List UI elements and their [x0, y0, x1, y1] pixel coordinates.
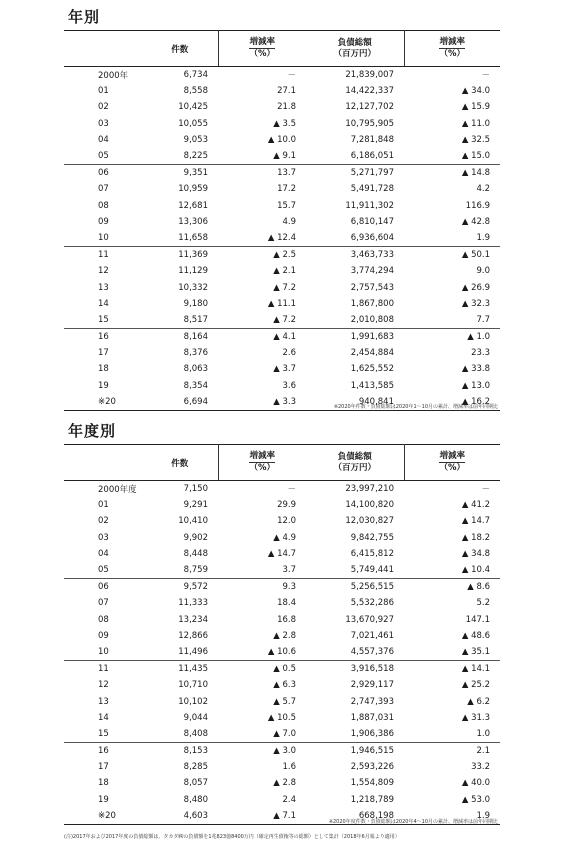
debt-rate-cell: ▲ 16.2	[404, 394, 500, 411]
table-row	[64, 644, 500, 661]
table-row	[64, 148, 500, 165]
row-label: 12	[98, 266, 109, 277]
annual-header-debt-rate: 増減率 （%）	[404, 31, 500, 67]
annual-footnote: ※2020年件数・負債総額は2020年1～10月の累計、増減率は前年同期比	[333, 404, 498, 410]
debt-rate-cell: ▲ 6.2	[467, 696, 490, 707]
table-row	[64, 198, 500, 214]
debt-rate-cell: 1.0	[404, 726, 500, 743]
debt-cell: 5,749,441	[306, 562, 404, 579]
debt-rate-cell: ▲ 42.8	[461, 216, 490, 227]
count-cell: 8,517	[142, 312, 218, 329]
fiscal-table	[64, 444, 500, 825]
table-row	[64, 296, 500, 312]
debt-rate-cell: ▲ 14.7	[461, 516, 490, 527]
row-label: 15	[64, 726, 142, 743]
debt-rate-cell: ▲ 35.1	[404, 644, 500, 661]
count-rate-cell: ▲ 2.8	[273, 778, 296, 789]
count-rate-cell: 13.7	[277, 168, 296, 179]
debt-cell: 1,906,386	[306, 726, 404, 743]
debt-cell: 11,911,302	[345, 200, 394, 211]
annual-table-body	[64, 67, 500, 411]
debt-cell: 1,625,552	[350, 364, 394, 375]
debt-cell: 1,991,683	[350, 332, 394, 343]
row-label: 17	[98, 762, 109, 773]
debt-rate-cell: 2.1	[476, 746, 490, 757]
debt-cell: 10,795,905	[345, 118, 394, 129]
count-rate-cell: ▲ 3.3	[218, 394, 306, 411]
count-cell: 8,448	[183, 548, 208, 559]
table-row	[64, 530, 500, 546]
count-rate-cell: －	[287, 71, 296, 82]
count-rate-cell: ▲ 11.1	[267, 298, 296, 309]
debt-rate-cell: ▲ 14.1	[461, 664, 490, 675]
debt-cell: 7,021,461	[350, 630, 394, 641]
count-cell: 10,332	[178, 282, 208, 293]
fiscal-header-count-rate: 増減率 （%）	[218, 445, 306, 481]
debt-rate-cell: ▲ 8.6	[467, 582, 490, 593]
count-rate-cell: 2.4	[282, 794, 296, 805]
debt-rate-cell: 5.2	[476, 598, 490, 609]
count-cell: 8,759	[142, 562, 218, 579]
table-row	[64, 345, 500, 361]
fiscal-header-debt-rate: 増減率 （%）	[404, 445, 500, 481]
count-rate-cell: ▲ 10.5	[267, 712, 296, 723]
count-cell: 9,180	[183, 298, 208, 309]
count-cell: 8,285	[183, 762, 208, 773]
table-row	[64, 759, 500, 775]
debt-rate-cell: 147.1	[465, 614, 490, 625]
table-row	[64, 214, 500, 230]
count-rate-cell: ▲ 14.7	[267, 548, 296, 559]
table-row	[64, 378, 500, 394]
count-rate-cell: 12.0	[277, 516, 296, 527]
debt-rate-cell: 116.9	[465, 200, 490, 211]
count-rate-cell: ▲ 9.1	[218, 148, 306, 165]
debt-rate-cell: ▲ 32.3	[461, 298, 490, 309]
count-rate-cell: 27.1	[277, 86, 296, 97]
count-cell: 8,225	[142, 148, 218, 165]
row-label: 04	[98, 134, 109, 145]
debt-rate-cell: 1.9	[404, 808, 500, 825]
row-label: 18	[98, 778, 109, 789]
debt-cell: 12,030,827	[345, 516, 394, 527]
count-rate-cell: 3.6	[282, 380, 296, 391]
count-rate-cell: ▲ 3.7	[273, 364, 296, 375]
count-rate-cell: ▲ 10.6	[218, 644, 306, 661]
row-label: 07	[98, 184, 109, 195]
count-rate-cell: 9.3	[282, 582, 296, 593]
row-label: 19	[98, 380, 109, 391]
debt-rate-cell: 4.2	[476, 184, 490, 195]
row-label: 10	[64, 230, 142, 247]
count-cell: 8,558	[183, 86, 208, 97]
debt-rate-cell: ▲ 25.2	[461, 680, 490, 691]
debt-cell: 12,127,702	[345, 102, 394, 113]
row-label: ※20	[64, 394, 142, 411]
row-label: 08	[98, 200, 109, 211]
fiscal-section-title: 年度別	[68, 422, 117, 440]
count-cell: 8,057	[183, 778, 208, 789]
debt-cell: 2,757,543	[350, 282, 394, 293]
debt-rate-cell: ▲ 41.2	[461, 500, 490, 511]
row-label: 04	[98, 548, 109, 559]
debt-cell: 14,422,337	[345, 86, 394, 97]
debt-cell: 5,532,286	[350, 598, 394, 609]
row-label: 02	[98, 102, 109, 113]
debt-rate-cell: ▲ 31.3	[461, 712, 490, 723]
table-row	[64, 99, 500, 115]
debt-cell: 940,841	[306, 394, 404, 411]
table-row	[64, 67, 500, 84]
count-cell: 9,044	[183, 712, 208, 723]
count-cell: 11,435	[178, 664, 208, 675]
annual-header-count-rate: 増減率 （%）	[218, 31, 306, 67]
count-rate-cell: 2.6	[282, 348, 296, 359]
fiscal-header-year	[64, 445, 142, 481]
count-cell: 7,150	[183, 484, 208, 495]
debt-rate-cell: ▲ 50.1	[461, 250, 490, 261]
count-cell: 8,376	[183, 348, 208, 359]
fiscal-footnote: ※2020年度件数・負債総額は2020年4～10月の累計、増減率は前年同期比	[328, 819, 498, 825]
table-row	[64, 693, 500, 709]
count-rate-cell: ▲ 7.0	[218, 726, 306, 743]
count-rate-cell: ▲ 7.1	[218, 808, 306, 825]
table-row	[64, 132, 500, 148]
debt-cell: 1,867,800	[350, 298, 394, 309]
count-cell: 8,408	[142, 726, 218, 743]
count-rate-cell: 3.7	[218, 562, 306, 579]
table-row	[64, 361, 500, 377]
debt-rate-cell: 33.2	[471, 762, 490, 773]
table-row	[64, 279, 500, 295]
row-label: 08	[98, 614, 109, 625]
debt-cell: 7,281,848	[350, 134, 394, 145]
table-row	[64, 165, 500, 182]
count-rate-cell: ▲ 10.0	[267, 134, 296, 145]
debt-rate-cell: －	[481, 71, 490, 82]
count-cell: 12,681	[178, 200, 208, 211]
table-row	[64, 792, 500, 808]
table-row	[64, 312, 500, 329]
table-row	[64, 743, 500, 760]
table-row	[64, 546, 500, 562]
count-cell: 11,333	[178, 598, 208, 609]
table-row	[64, 247, 500, 264]
row-label: 01	[98, 500, 109, 511]
debt-cell: 1,218,789	[350, 794, 394, 805]
debt-cell: 1,946,515	[350, 746, 394, 757]
annual-table	[64, 30, 500, 411]
count-cell: 10,425	[178, 102, 208, 113]
annual-header-count: 件数	[142, 31, 218, 67]
count-rate-cell: ▲ 5.7	[273, 696, 296, 707]
row-label: 16	[98, 746, 109, 757]
fiscal-table-body	[64, 481, 500, 825]
count-cell: 6,694	[142, 394, 218, 411]
count-cell: 12,866	[178, 630, 208, 641]
count-rate-cell: ▲ 2.8	[273, 630, 296, 641]
count-cell: 8,354	[183, 380, 208, 391]
table-row	[64, 775, 500, 791]
row-label: 09	[98, 216, 109, 227]
count-rate-cell: 17.2	[277, 184, 296, 195]
debt-rate-cell: 9.0	[476, 266, 490, 277]
debt-rate-cell: ▲ 32.5	[461, 134, 490, 145]
row-label: 12	[98, 680, 109, 691]
debt-rate-cell: ▲ 1.0	[467, 332, 490, 343]
debt-rate-cell: ▲ 34.0	[461, 86, 490, 97]
count-cell: 11,369	[178, 250, 208, 261]
debt-cell: 2,010,808	[306, 312, 404, 329]
debt-cell: 5,256,515	[350, 582, 394, 593]
debt-rate-cell: ▲ 14.8	[461, 168, 490, 179]
count-cell: 10,055	[178, 118, 208, 129]
row-label: 13	[98, 282, 109, 293]
debt-rate-cell: ▲ 34.8	[461, 548, 490, 559]
row-label: 2000年度	[98, 485, 137, 496]
debt-cell: 668,198	[306, 808, 404, 825]
count-cell: 9,053	[183, 134, 208, 145]
row-label: 02	[98, 516, 109, 527]
debt-cell: 5,491,728	[350, 184, 394, 195]
row-label: 2000年	[98, 71, 129, 82]
annual-header-year	[64, 31, 142, 67]
count-rate-cell: ▲ 0.5	[273, 664, 296, 675]
count-cell: 13,306	[178, 216, 208, 227]
row-label: 03	[98, 118, 109, 129]
row-label: 06	[98, 168, 109, 179]
debt-rate-cell: ▲ 15.9	[461, 102, 490, 113]
count-rate-cell: －	[287, 485, 296, 496]
debt-cell: 14,100,820	[345, 500, 394, 511]
count-cell: 10,710	[178, 680, 208, 691]
table-row	[64, 329, 500, 346]
table-row	[64, 263, 500, 279]
row-label: ※20	[64, 808, 142, 825]
count-cell: 6,734	[183, 70, 208, 81]
debt-rate-cell: ▲ 26.9	[461, 282, 490, 293]
debt-rate-cell: ▲ 10.4	[404, 562, 500, 579]
fiscal-header-count: 件数	[142, 445, 218, 481]
count-rate-cell: 18.4	[277, 598, 296, 609]
count-rate-cell: ▲ 3.5	[273, 118, 296, 129]
table-row	[64, 612, 500, 628]
table-row	[64, 497, 500, 513]
row-label: 06	[98, 582, 109, 593]
row-label: 03	[98, 532, 109, 543]
debt-cell: 23,997,210	[345, 484, 394, 495]
row-label: 10	[64, 644, 142, 661]
debt-cell: 2,929,117	[350, 680, 394, 691]
count-rate-cell: ▲ 4.1	[273, 332, 296, 343]
debt-cell: 6,415,812	[350, 548, 394, 559]
table-row	[64, 628, 500, 644]
debt-rate-cell: －	[481, 485, 490, 496]
row-label: 01	[98, 86, 109, 97]
debt-rate-cell: 23.3	[471, 348, 490, 359]
count-rate-cell: ▲ 3.0	[273, 746, 296, 757]
count-rate-cell: ▲ 2.1	[273, 266, 296, 277]
row-label: 15	[64, 312, 142, 329]
debt-rate-cell: ▲ 48.6	[461, 630, 490, 641]
debt-cell: 2,593,226	[350, 762, 394, 773]
count-cell: 11,129	[178, 266, 208, 277]
debt-cell: 13,670,927	[345, 614, 394, 625]
table-row	[64, 661, 500, 678]
count-cell: 10,102	[178, 696, 208, 707]
debt-cell: 3,463,733	[350, 250, 394, 261]
table-row	[64, 726, 500, 743]
row-label: 16	[98, 332, 109, 343]
count-cell: 10,410	[178, 516, 208, 527]
debt-cell: 2,454,884	[350, 348, 394, 359]
debt-cell: 9,842,755	[350, 532, 394, 543]
count-rate-cell: 29.9	[277, 500, 296, 511]
count-rate-cell: ▲ 12.4	[218, 230, 306, 247]
table-row	[64, 481, 500, 498]
debt-cell: 3,774,294	[350, 266, 394, 277]
row-label: 07	[98, 598, 109, 609]
debt-rate-cell: ▲ 11.0	[461, 118, 490, 129]
debt-cell: 21,839,007	[345, 70, 394, 81]
count-cell: 8,480	[183, 794, 208, 805]
row-label: 14	[98, 298, 109, 309]
table-row	[64, 83, 500, 99]
row-label: 11	[98, 250, 109, 261]
annual-header-debt: 負債総額 （百万円）	[306, 31, 404, 67]
debt-cell: 2,747,393	[350, 696, 394, 707]
bottom-note: (注)2017年および2017年度の負債総額は、タカタ㈱の負債額を1兆823億8400万円（確定再生債権等の総額）として集計（2018年6月報より適用）	[64, 834, 400, 840]
count-rate-cell: ▲ 7.2	[273, 282, 296, 293]
debt-rate-cell: ▲ 15.0	[404, 148, 500, 165]
count-cell: 9,351	[183, 168, 208, 179]
debt-rate-cell: 1.9	[404, 230, 500, 247]
debt-cell: 6,936,604	[306, 230, 404, 247]
count-cell: 13,234	[178, 614, 208, 625]
table-row	[64, 677, 500, 693]
count-cell: 8,164	[183, 332, 208, 343]
count-cell: 11,658	[142, 230, 218, 247]
count-cell: 9,902	[183, 532, 208, 543]
count-rate-cell: ▲ 4.9	[273, 532, 296, 543]
debt-cell: 1,413,585	[350, 380, 394, 391]
row-label: 14	[98, 712, 109, 723]
count-cell: 8,153	[183, 746, 208, 757]
table-row	[64, 710, 500, 726]
table-row	[64, 579, 500, 596]
table-row	[64, 116, 500, 132]
row-label: 19	[98, 794, 109, 805]
table-row	[64, 230, 500, 247]
row-label: 05	[64, 148, 142, 165]
row-label: 18	[98, 364, 109, 375]
debt-rate-cell: ▲ 40.0	[461, 778, 490, 789]
count-cell: 11,496	[142, 644, 218, 661]
debt-rate-cell: 7.7	[404, 312, 500, 329]
debt-cell: 3,916,518	[350, 664, 394, 675]
debt-cell: 5,271,797	[350, 168, 394, 179]
annual-section-title: 年別	[68, 8, 101, 26]
count-rate-cell: 21.8	[277, 102, 296, 113]
fiscal-header-debt: 負債総額 （百万円）	[306, 445, 404, 481]
row-label: 13	[98, 696, 109, 707]
count-rate-cell: 15.7	[277, 200, 296, 211]
count-cell: 4,603	[142, 808, 218, 825]
row-label: 09	[98, 630, 109, 641]
debt-cell: 1,887,031	[350, 712, 394, 723]
table-row	[64, 513, 500, 529]
count-rate-cell: 16.8	[277, 614, 296, 625]
count-cell: 10,959	[178, 184, 208, 195]
row-label: 05	[64, 562, 142, 579]
debt-rate-cell: ▲ 33.8	[461, 364, 490, 375]
debt-cell: 4,557,376	[306, 644, 404, 661]
count-rate-cell: ▲ 2.5	[273, 250, 296, 261]
row-label: 17	[98, 348, 109, 359]
debt-rate-cell: ▲ 53.0	[461, 794, 490, 805]
count-cell: 9,291	[183, 500, 208, 511]
row-label: 11	[98, 664, 109, 675]
count-cell: 8,063	[183, 364, 208, 375]
debt-cell: 1,554,809	[350, 778, 394, 789]
table-row	[64, 595, 500, 611]
debt-cell: 6,186,051	[306, 148, 404, 165]
count-rate-cell: ▲ 7.2	[218, 312, 306, 329]
count-rate-cell: 4.9	[282, 216, 296, 227]
count-cell: 9,572	[183, 582, 208, 593]
table-row	[64, 562, 500, 579]
count-rate-cell: 1.6	[282, 762, 296, 773]
table-row	[64, 181, 500, 197]
count-rate-cell: ▲ 6.3	[273, 680, 296, 691]
debt-cell: 6,810,147	[350, 216, 394, 227]
debt-rate-cell: ▲ 18.2	[461, 532, 490, 543]
debt-rate-cell: ▲ 13.0	[461, 380, 490, 391]
